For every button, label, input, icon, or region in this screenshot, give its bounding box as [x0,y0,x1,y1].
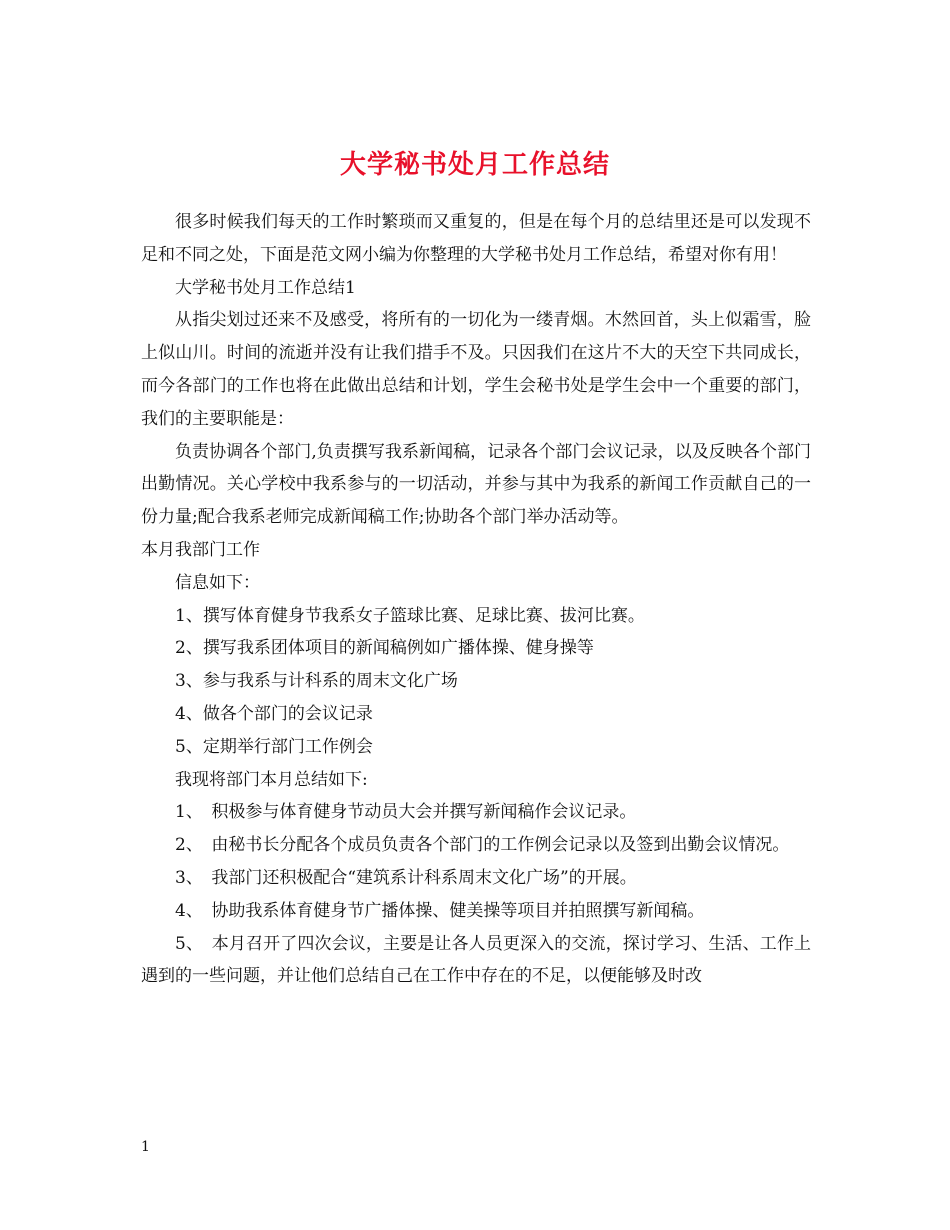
body-paragraph: 从指尖划过还来不及感受，将所有的一切化为一缕青烟。木然回首，头上似霜雪，脸上似山川。时间的流逝并没有让我们措手不及。只因我们在这片不大的天空下共同成长，而今各部门的工作也将在此做出总结和计划，学生会秘书处是学生会中一个重要的部门，我们的主要职能是： [141,310,811,429]
body-paragraph: 我现将部门本月总结如下: [175,769,368,790]
list-item: 2、撰写我系团体项目的新闻稿例如广播体操、健身操等 [175,638,594,659]
list-item: 1、 积极参与体育健身节动员大会并撰写新闻稿作会议记录。 [175,802,637,823]
list-item: 3、 我部门还积极配合“建筑系计科系周末文化广场”的开展。 [175,867,637,888]
document-title: 大学秘书处月工作总结 [339,150,610,181]
list-item: 5、 本月召开了四次会议，主要是让各人员更深入的交流，探讨学习、生活、工作上遇到的一些问题，并让他们总结自己在工作中存在的不足，以便能够及时改 [141,933,811,987]
body-paragraph: 负责协调各个部门,负责撰写我系新闻稿，记录各个部门会议记录，以及反映各个部门出勤情况。关心学校中我系参与的一切活动，并参与其中为我系的新闻工作贡献自己的一份力量;配合我系老师完成新闻稿工作;协助各个部门举办活动等。 [141,441,811,528]
body-paragraph: 本月我部门工作 [141,539,260,560]
list-item: 1、撰写体育健身节我系女子篮球比赛、足球比赛、拔河比赛。 [175,605,645,626]
page-number: 1 [141,1139,150,1155]
intro-paragraph: 很多时候我们每天的工作时繁琐而又重复的，但是在每个月的总结里还是可以发现不足和不同之处，下面是范文网小编为你整理的大学秘书处月工作总结，希望对你有用！ [141,212,811,265]
document-body [141,206,811,993]
section-heading: 大学秘书处月工作总结1 [175,277,356,298]
list-item: 4、 协助我系体育健身节广播体操、健美操等项目并拍照撰写新闻稿。 [175,900,705,921]
list-item: 2、 由秘书长分配各个成员负责各个部门的工作例会记录以及签到出勤会议情况。 [175,835,790,856]
list-item: 4、做各个部门的会议记录 [175,703,373,724]
list-item: 3、参与我系与计科系的周末文化广场 [175,671,458,692]
list-item: 5、定期举行部门工作例会 [175,736,373,757]
body-paragraph: 信息如下： [175,572,260,593]
